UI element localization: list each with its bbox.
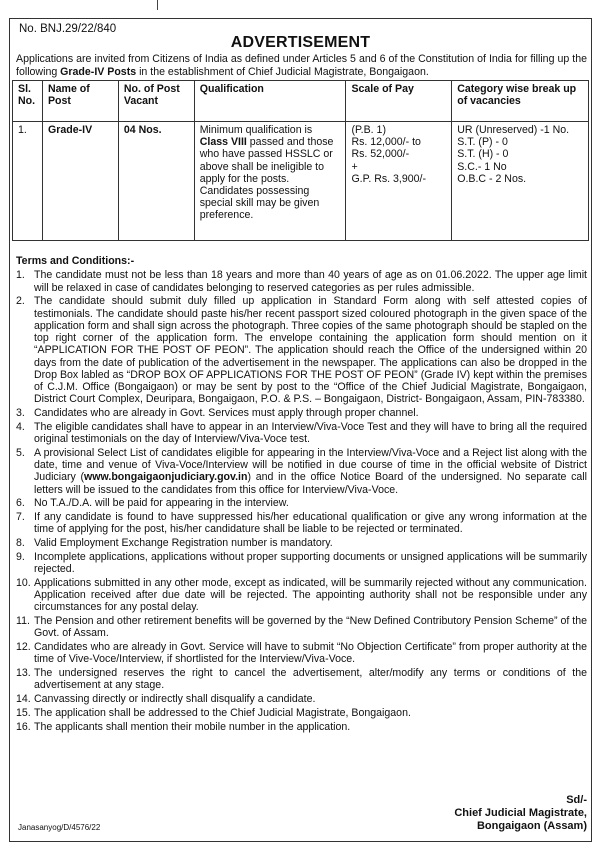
cell-post: Grade-IV <box>42 122 118 241</box>
cell-scale-of-pay <box>346 122 452 241</box>
list-item <box>16 269 587 294</box>
page-title: ADVERTISEMENT <box>230 34 371 51</box>
qualification-text-1: Minimum qualification is <box>199 124 313 136</box>
header-sl-no: Sl. No. <box>13 81 43 122</box>
list-item <box>16 511 587 536</box>
qualification-bold: Class VIII <box>199 136 247 149</box>
category-line: O.B.C - 2 Nos. <box>457 172 527 185</box>
term-number: 13. <box>16 667 31 679</box>
term-text <box>34 447 587 496</box>
list-item <box>16 707 587 719</box>
top-divider <box>157 0 158 10</box>
list-item <box>16 407 587 419</box>
term-number: 2. <box>16 295 25 308</box>
intro-text-1: Applications are invited from Citizens of India as defined under Articles 5 and 6 of the Constitution of India for filling up the following <box>16 53 587 78</box>
term-text: Canvassing directly or indirectly shall disqualify a candidate. <box>34 693 316 705</box>
term-text: The candidate must not be less than 18 years and more than 40 years of age as on 01.06.2022. The upper age limit will be relaxed in case of candidates belonging to reserved categories as per rules admissible. <box>34 269 587 294</box>
terms-heading: Terms and Conditions:- <box>16 255 135 267</box>
category-line: UR (Unreserved) -1 No. <box>457 124 570 136</box>
list-item <box>16 667 587 692</box>
category-line: S.T. (P) - 0 <box>457 136 508 149</box>
term-number: 15. <box>16 706 31 719</box>
term-text: The candidate should submit duly filled up application in Standard Form along with self attested copies of testimonials. The candidate should paste his/her recent passport sized coloured photograph in the given space of the application form and shall sign across the photograph. Three copies of the same photograph should be stapled on the top right corner of the application form. The envelope containing the application form should mention on it “APPLICATION FOR THE POST OF PEON”. The application should reach the Office of the undersigned within 20 days from the date of publication of the advertisement in the newspaper. The applications can also be dropped in the Drop Box labled as “DROP BOX OF APPLICATIONS FOR THE POST OF PEON” (Grade IV) kept within the premises of C.J.M. Office (Bongaigaon) or may be sent by post to the “Office of the Chief Judicial Magistrate, Bongaigaon, District Court Complex, Deuripara, Bongaigaon, P.O. & P.S. – Bongaigaon, District- Bongaigaon, Assam, PIN-783380. <box>34 295 587 406</box>
term-text: The applicants shall mention their mobile number in the application. <box>34 720 351 733</box>
intro-bold: Grade-IV Posts <box>60 65 137 78</box>
qualification-text-2: passed and those who have passed HSSLC or above shall be ineligible to apply for the posts. Candidates possessing special skill may be given preference. <box>199 136 334 222</box>
cell-category <box>452 122 589 241</box>
header-name-of-post: Name of Post <box>42 81 118 122</box>
term-text: If any candidate is found to have suppressed his/her educational qualification or give any wrong information at the time of applying for the post, his/her candidature shall be liable to be rejected or terminated. <box>34 511 587 536</box>
term-text: Candidates who are already in Govt. Services must apply through proper channel. <box>34 407 419 419</box>
table-header-row <box>13 81 589 122</box>
term-5-text-a: A provisional Select List of candidates eligible for appearing in the Interview/Viva-Voce and a Reject list along with the date, time and venue of Viva-Voce/Interview will be notified in due course of time in the official website of District Judiciary ( <box>34 446 587 484</box>
term-text: The eligible candidates shall have to appear in an Interview/Viva-Voce Test and they will have to bring all the required original testimonials on the day of Interview/Viva-Voce test. <box>34 420 587 445</box>
term-number: 1. <box>16 269 25 282</box>
footer-code: Janasanyog/D/4576/22 <box>18 823 101 832</box>
term-text: Candidates who are already in Govt. Service will have to submit “No Objection Certificate” from proper authority at the time of Vive-Voce/Interview, if shortlisted for the Interview/Viva-Voce. <box>34 641 587 666</box>
term-number: 8. <box>16 537 25 549</box>
cell-sl: 1. <box>13 122 43 241</box>
list-item <box>16 721 587 733</box>
terms-and-conditions <box>16 255 587 734</box>
list-item <box>16 497 587 509</box>
term-number: 7. <box>16 511 25 523</box>
term-number: 9. <box>16 550 25 563</box>
pay-line: Rs. 12,000/- to <box>351 136 421 149</box>
header-category: Category wise break up of vacancies <box>452 81 589 122</box>
signature-place: Bongaigaon (Assam) <box>476 820 587 832</box>
signature-block <box>454 794 587 833</box>
list-item <box>16 577 587 614</box>
posts-table <box>12 80 589 241</box>
signature-sd: Sd/- <box>566 794 587 806</box>
list-item <box>16 295 587 405</box>
term-text: Incomplete applications, applications without proper supporting documents or unsigned applications will be summarily rejected. <box>34 550 587 575</box>
cell-qualification <box>194 122 346 241</box>
pay-line: G.P. Rs. 3,900/- <box>351 172 427 185</box>
header-qualification: Qualification <box>194 81 346 122</box>
judiciary-website: www.bongaigaonjudiciary.gov.in <box>84 471 248 484</box>
pay-line: (P.B. 1) <box>351 124 386 136</box>
term-number: 10. <box>16 576 31 589</box>
list-item <box>16 693 587 705</box>
category-line: S.C.- 1 No <box>457 160 507 173</box>
term-number: 6. <box>16 497 25 510</box>
term-number: 3. <box>16 407 25 419</box>
term-number: 11. <box>16 615 30 627</box>
list-item <box>16 421 587 446</box>
term-number: 14. <box>16 693 31 705</box>
list-item <box>16 615 587 640</box>
reference-number: No. BNJ.29/22/840 <box>19 23 117 35</box>
list-item <box>16 447 587 496</box>
list-item <box>16 551 587 576</box>
term-text: Valid Employment Exchange Registration number is mandatory. <box>34 537 333 549</box>
term-text: No T.A./D.A. will be paid for appearing in the interview. <box>34 497 289 510</box>
pay-line: + <box>351 160 358 173</box>
intro-paragraph <box>16 53 587 78</box>
cell-vacant: 04 Nos. <box>118 122 194 241</box>
term-number: 12. <box>16 641 31 653</box>
list-item <box>16 537 587 549</box>
header-posts-vacant: No. of Post Vacant <box>118 81 194 122</box>
term-text: The application shall be addressed to the Chief Judicial Magistrate, Bongaigaon. <box>34 706 411 719</box>
table-row <box>13 122 589 241</box>
header-scale-of-pay: Scale of Pay <box>346 81 452 122</box>
category-line: S.T. (H) - 0 <box>457 148 509 161</box>
signature-designation: Chief Judicial Magistrate, <box>454 807 587 819</box>
term-text: The undersigned reserves the right to cancel the advertisement, alter/modify any terms or conditions of the advertisement at any stage. <box>34 667 587 692</box>
term-5-text-c: ) and in the office Notice Board of the undersigned. No separate call letters will be issued to the candidates from this office for Interview/Viva-Voce. <box>34 471 588 496</box>
term-number: 5. <box>16 446 25 459</box>
term-number: 4. <box>16 420 25 433</box>
intro-text-2: in the establishment of Chief Judicial Magistrate, Bongaigaon. <box>136 65 429 78</box>
term-number: 16. <box>16 720 31 733</box>
list-item <box>16 641 587 666</box>
term-text: The Pension and other retirement benefits will be governed by the “New Defined Contributory Pension Scheme” of the Govt. of Assam. <box>34 615 587 640</box>
term-text: Applications submitted in any other mode, except as indicated, will be summarily rejected without any communication. Application received after due date will be rejected. The appointing authority shall not be responsible under any circumstances for any postal delay. <box>34 576 587 614</box>
pay-line: Rs. 52,000/- <box>351 148 410 161</box>
